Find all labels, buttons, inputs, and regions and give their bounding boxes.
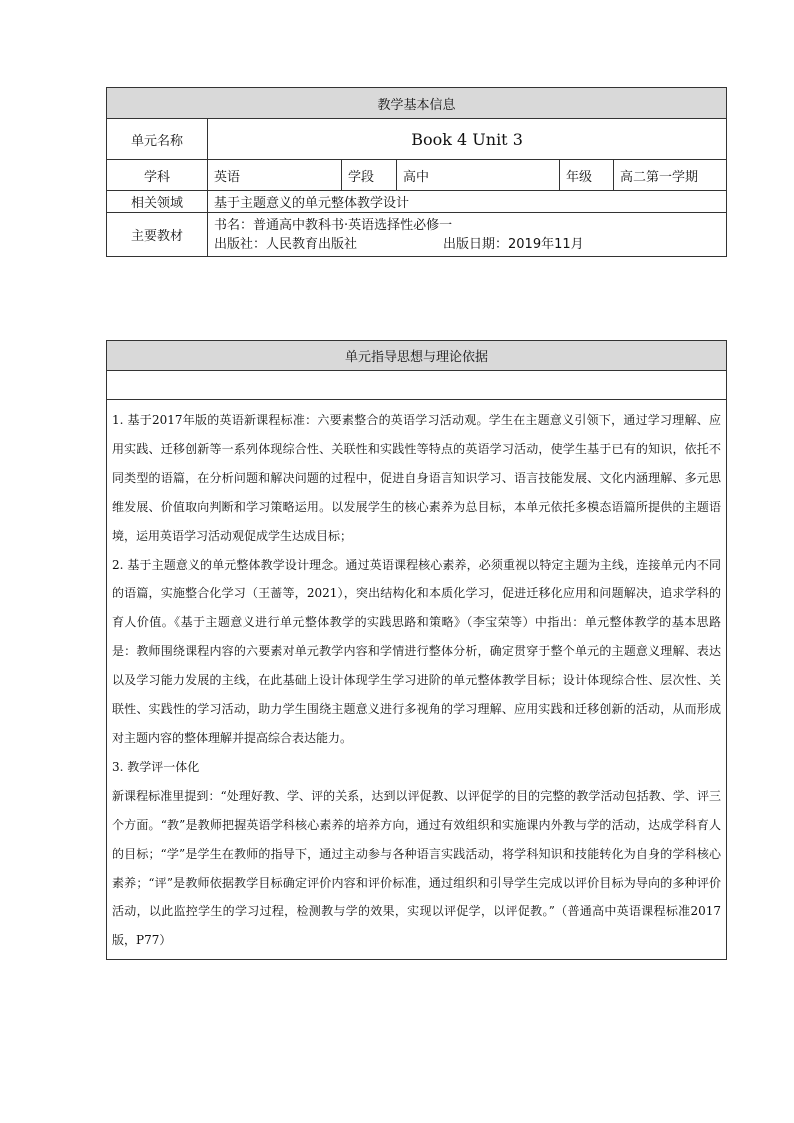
publisher-line: [214, 235, 720, 254]
field-label: 相关领域: [107, 191, 208, 213]
publisher: 出版社：人民教育出版社: [214, 236, 358, 252]
unit-name-value: Book 4 Unit 3: [208, 119, 727, 160]
field-value: 基于主题意义的单元整体教学设计: [208, 191, 727, 213]
guidance-paragraph-1: 1. 基于2017年版的英语新课程标准：六要素整合的英语学习活动观。学生在主题意义引领下，通过学习理解、应用实践、迁移创新等一系列体现综合性、关联性和实践性等特点的英语学习活动，使学生基于已有的知识，依托不同类型的语篇，在分析问题和解决问题的过程中，促进自身语言知识学习、语言技能发展、文化内涵理解、多元思维发展、价值取向判断和学习策略运用。以发展学生的核心素养为总目标，本单元依托多模态语篇所提供的主题语境，运用英语学习活动观促成学生达成目标；: [112, 413, 721, 543]
textbook-info: [208, 213, 727, 257]
basic-info-table: [106, 87, 727, 257]
basic-info-header: 教学基本信息: [107, 88, 727, 119]
guidance-paragraph-2: 2. 基于主题意义的单元整体教学设计理念。通过英语课程核心素养，必须重视以特定主题为主线，连接单元内不同的语篇，实施整合化学习（王蔷等，2021），突出结构化和本质化学习，促进迁移化应用和问题解决，追求学科的育人价值。《基于主题意义进行单元整体教学的实践思路和策略》（李宝荣等）中指出：单元整体教学的基本思路是：教师围绕课程内容的六要素对单元教学内容和学情进行整体分析，确定贯穿于整个单元的主题意义理解、表达以及学习能力发展的主线，在此基础上设计体现学生学习进阶的单元整体教学目标；设计体现综合性、层次性、关联性、实践性的学习活动，助力学生围绕主题意义进行多视角的学习理解、应用实践和迁移创新的活动，从而形成对主题内容的整体理解并提高综合表达能力。: [112, 557, 721, 745]
textbook-label: 主要教材: [107, 213, 208, 257]
grade-value: 高二第一学期: [614, 160, 727, 191]
guidance-empty-row: [107, 371, 727, 400]
guidance-paragraph-3-title: 3. 教学评一体化: [112, 759, 200, 774]
grade-label: 年级: [560, 160, 614, 191]
guidance-body: [107, 400, 727, 960]
stage-label: 学段: [342, 160, 397, 191]
unit-name-label: 单元名称: [107, 119, 208, 160]
guidance-header: 单元指导思想与理论依据: [107, 341, 727, 371]
publish-date: 出版日期：2019年11月: [443, 236, 584, 252]
subject-label: 学科: [107, 160, 208, 191]
guidance-paragraph-3: 新课程标准里提到：“处理好教、学、评的关系，达到以评促教、以评促学的目的完整的教学活动包括教、学、评三个方面。“教”是教师把握英语学科核心素养的培养方向，通过有效组织和实施课内外教与学的活动，达成学科育人的目标；“学”是学生在教师的指导下，通过主动参与各种语言实践活动，将学科知识和技能转化为自身的学科核心素养；“评”是教师依据教学目标确定评价内容和评价标准，通过组织和引导学生完成以评价目标为导向的多种评价活动，以此监控学生的学习过程，检测教与学的效果，实现以评促学，以评促教。”（普通高中英语课程标准2017版，P77）: [112, 788, 721, 948]
guidance-table: [106, 340, 727, 960]
stage-value: 高中: [397, 160, 560, 191]
textbook-name: 书名：普通高中教科书·英语选择性必修一: [214, 217, 453, 233]
subject-value: 英语: [208, 160, 342, 191]
